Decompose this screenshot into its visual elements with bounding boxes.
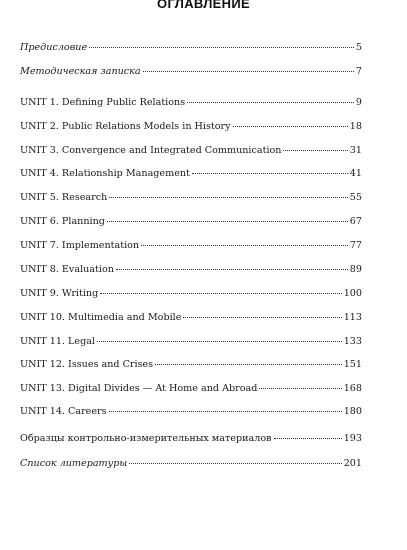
- toc-entry-unit-1[interactable]: [20, 97, 362, 109]
- toc-entry-page: 180: [343, 406, 362, 417]
- toc-entry-page: 41: [349, 168, 362, 179]
- dot-leader: [183, 317, 341, 318]
- dot-leader: [283, 150, 347, 151]
- toc-entry-page: 168: [343, 383, 362, 394]
- toc-entry-page: 18: [349, 121, 362, 132]
- toc-entry-page: 100: [343, 288, 362, 299]
- toc-entry-label: UNIT 11. Legal: [20, 336, 96, 347]
- toc-entry-label: UNIT 6. Planning: [20, 216, 105, 227]
- dot-leader: [107, 221, 348, 222]
- dot-leader: [155, 364, 342, 365]
- toc-entry-page: 133: [343, 336, 362, 347]
- toc-entry-unit-5[interactable]: [20, 192, 362, 204]
- toc-entry-page: 67: [349, 216, 362, 227]
- toc-entry-page: 7: [355, 66, 362, 77]
- toc-entry-page: 151: [343, 359, 362, 370]
- toc-entry-label: UNIT 9. Writing: [20, 288, 99, 299]
- toc-entry-label: UNIT 13. Digital Divides — At Home and Abroad: [20, 383, 258, 394]
- dot-leader: [274, 438, 342, 439]
- toc-entry-unit-6[interactable]: [20, 216, 362, 228]
- toc-entry-page: 5: [355, 42, 362, 53]
- toc-entry-unit-4[interactable]: [20, 168, 362, 180]
- toc-entry-bibliography[interactable]: [20, 458, 362, 470]
- dot-leader: [129, 463, 342, 464]
- page-title: ОГЛАВЛЕНИЕ: [157, 0, 250, 11]
- toc-entry-methodical-note[interactable]: [20, 66, 362, 78]
- toc-entry-label: Предисловие: [20, 42, 88, 53]
- toc-entry-label: UNIT 2. Public Relations Models in History: [20, 121, 231, 132]
- toc-entry-page: 55: [349, 192, 362, 203]
- toc-entry-page: 113: [343, 312, 362, 323]
- dot-leader: [187, 102, 354, 103]
- toc-entry-unit-8[interactable]: [20, 264, 362, 276]
- toc-entry-unit-3[interactable]: [20, 145, 362, 157]
- toc-entry-unit-2[interactable]: [20, 121, 362, 133]
- dot-leader: [100, 293, 341, 294]
- toc-entry-unit-7[interactable]: [20, 240, 362, 252]
- dot-leader: [233, 126, 348, 127]
- toc-entry-unit-10[interactable]: [20, 312, 362, 324]
- dot-leader: [259, 388, 341, 389]
- toc-entry-page: 31: [349, 145, 362, 156]
- dot-leader: [192, 173, 348, 174]
- toc-entry-page: 193: [343, 433, 362, 444]
- toc-entry-label: Список литературы: [20, 458, 128, 469]
- dot-leader: [141, 245, 348, 246]
- dot-leader: [143, 71, 354, 72]
- toc-entry-unit-11[interactable]: [20, 336, 362, 348]
- toc-entry-label: UNIT 4. Relationship Management: [20, 168, 190, 179]
- toc-entry-label: UNIT 7. Implementation: [20, 240, 140, 251]
- dot-leader: [109, 411, 342, 412]
- toc-entry-unit-12[interactable]: [20, 359, 362, 371]
- toc-entry-preface[interactable]: [20, 42, 362, 54]
- toc-entry-page: 89: [349, 264, 362, 275]
- dot-leader: [116, 269, 348, 270]
- toc-entry-unit-14[interactable]: [20, 406, 362, 418]
- toc-entry-unit-13[interactable]: [20, 383, 362, 395]
- toc-entry-label: UNIT 3. Convergence and Integrated Communication: [20, 145, 282, 156]
- toc-entry-label: Методическая записка: [20, 66, 141, 77]
- dot-leader: [97, 341, 342, 342]
- toc-entry-label: UNIT 1. Defining Public Relations: [20, 97, 186, 108]
- toc-entry-label: UNIT 10. Multimedia and Mobile: [20, 312, 182, 323]
- toc-entry-unit-9[interactable]: [20, 288, 362, 300]
- toc-entry-page: 77: [349, 240, 362, 251]
- toc-entry-page: 201: [343, 458, 362, 469]
- toc-entry-assessment-materials[interactable]: [20, 433, 362, 445]
- toc-entry-label: UNIT 12. Issues and Crises: [20, 359, 154, 370]
- toc-entry-page: 9: [355, 97, 362, 108]
- dot-leader: [109, 197, 348, 198]
- toc-entry-label: UNIT 5. Research: [20, 192, 108, 203]
- toc-entry-label: UNIT 14. Careers: [20, 406, 107, 417]
- dot-leader: [89, 47, 354, 48]
- toc-entry-label: Образцы контрольно-измерительных материалов: [20, 433, 272, 444]
- toc-entry-label: UNIT 8. Evaluation: [20, 264, 114, 275]
